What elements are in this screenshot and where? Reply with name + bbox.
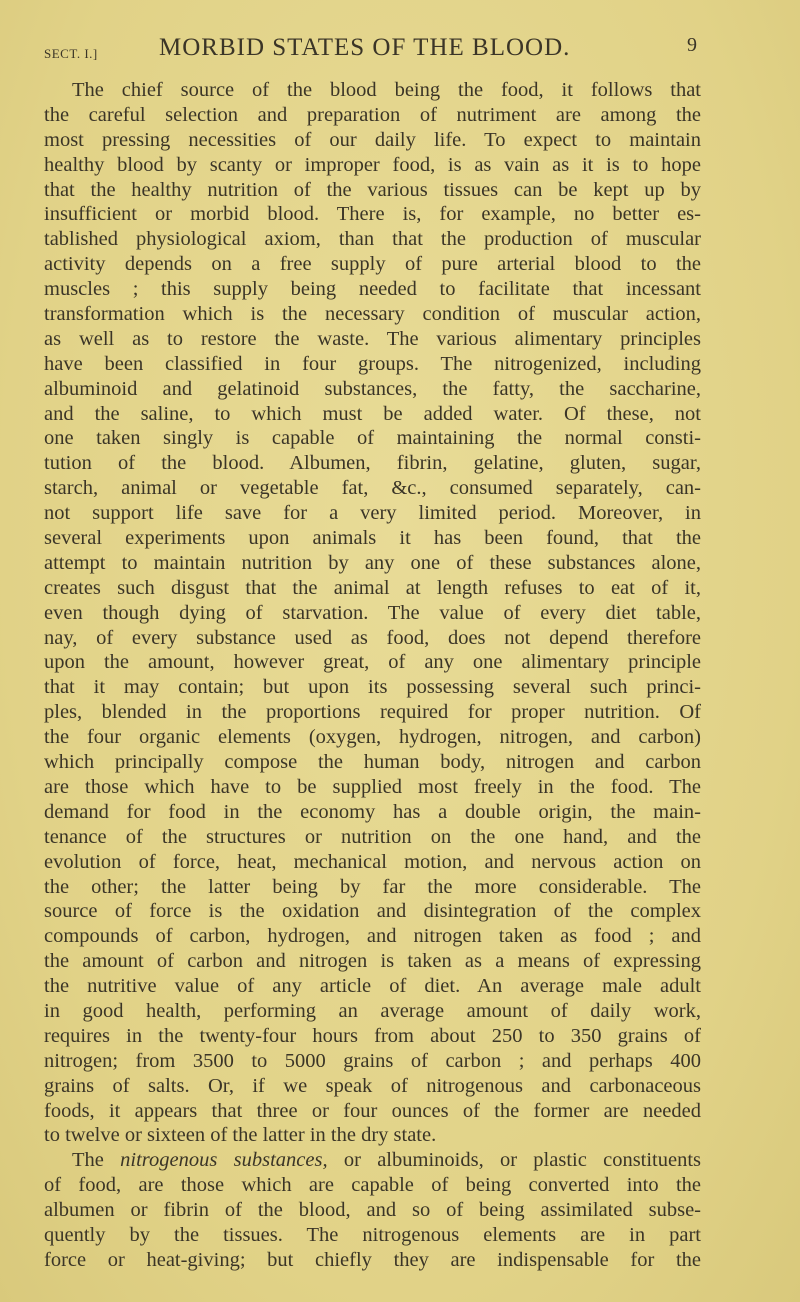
text-line: source of force is the oxidation and disintegration of the complex [44, 900, 701, 923]
section-label: SECT. I.] [44, 46, 98, 61]
text-line: the four organic elements (oxygen, hydrogen, nitrogen, and carbon) [44, 726, 701, 749]
text-line: which principally compose the human body, nitrogen and carbon [44, 751, 701, 774]
text-line: as well as to restore the waste. The various alimentary principles [44, 327, 701, 350]
text-line: several experiments upon animals it has been found, that the [44, 527, 701, 550]
text-line: have been classified in four groups. The nitrogenized, including [44, 352, 701, 375]
text-line: demand for food in the economy has a double origin, the main- [44, 800, 701, 823]
text-line: albuminoid and gelatinoid substances, the fatty, the saccharine, [44, 377, 701, 400]
text-line: creates such disgust that the animal at length refuses to eat of it, [44, 576, 701, 599]
text-line: in good health, performing an average amount of daily work, [44, 999, 701, 1022]
text-line: tution of the blood. Albumen, fibrin, gelatine, gluten, sugar, [44, 452, 701, 475]
text-line: evolution of force, heat, mechanical motion, and nervous action on [44, 850, 701, 873]
text-line: even though dying of starvation. The value of every diet table, [44, 601, 701, 624]
text-line: the careful selection and preparation of nutriment are among the [44, 103, 701, 126]
text-line: attempt to maintain nutrition by any one of these substances alone, [44, 551, 701, 574]
text-line: not support life save for a very limited period. Moreover, in [44, 502, 701, 525]
text-line: that it may contain; but upon its possessing several such princi- [44, 676, 701, 699]
running-header [44, 22, 700, 62]
text-line: most pressing necessities of our daily life. To expect to maintain [44, 128, 701, 151]
page-title: MORBID STATES OF THE BLOOD. [159, 34, 571, 61]
text-line: healthy blood by scanty or improper food, is as vain as it is to hope [44, 153, 701, 176]
text-line: ples, blended in the proportions required for proper nutrition. Of [44, 701, 701, 724]
text-line: insufficient or morbid blood. There is, for example, no better es- [44, 203, 701, 226]
text-line [44, 1148, 701, 1173]
text-line: the amount of carbon and nitrogen is taken as a means of expressing [44, 950, 701, 973]
text-line: the nutritive value of any article of diet. An average male adult [44, 975, 701, 998]
text-line: one taken singly is capable of maintaining the normal consti- [44, 427, 701, 450]
text-line: starch, animal or vegetable fat, &c., consumed separately, can- [44, 477, 701, 500]
text-line: muscles ; this supply being needed to facilitate that incessant [44, 278, 701, 301]
text-line: force or heat-giving; but chiefly they are indispensable for the [44, 1248, 701, 1271]
text-line: that the healthy nutrition of the various tissues can be kept up by [44, 178, 701, 201]
page-number: 9 [687, 34, 697, 56]
text-line: tenance of the structures or nutrition on the one hand, and the [44, 825, 701, 848]
text-line: the other; the latter being by far the more considerable. The [44, 875, 701, 898]
text-line: quently by the tissues. The nitrogenous elements are in part [44, 1223, 701, 1246]
text-line: albumen or fibrin of the blood, and so of being assimilated subse- [44, 1199, 701, 1222]
text-line: tablished physiological axiom, than that the production of muscular [44, 228, 701, 251]
text-span: or albuminoids, or plastic constituents [343, 1149, 702, 1172]
text-line: requires in the twenty-four hours from about 250 to 350 grains of [44, 1024, 701, 1047]
text-line: The chief source of the blood being the food, it follows that [72, 79, 701, 101]
text-line: of food, are those which are capable of being converted into the [44, 1174, 701, 1197]
text-line: nay, of every substance used as food, does not depend therefore [44, 626, 701, 649]
text-line: to twelve or sixteen of the latter in the dry state. [44, 1124, 437, 1147]
italic-term: nitrogenous substances, [120, 1149, 328, 1172]
body-text [44, 78, 701, 1273]
text-line: compounds of carbon, hydrogen, and nitrogen taken as food ; and [44, 925, 701, 948]
text-line: activity depends on a free supply of pure arterial blood to the [44, 253, 701, 276]
text-span: The [72, 1149, 104, 1172]
text-line: are those which have to be supplied most freely in the food. The [44, 775, 701, 798]
text-line: nitrogen; from 3500 to 5000 grains of carbon ; and perhaps 400 [44, 1049, 701, 1072]
text-line: transformation which is the necessary condition of muscular action, [44, 303, 701, 326]
text-line: upon the amount, however great, of any one alimentary principle [44, 651, 701, 674]
text-line: and the saline, to which must be added water. Of these, not [44, 402, 701, 425]
text-line: foods, it appears that three or four ounces of the former are needed [44, 1099, 701, 1122]
text-line: grains of salts. Or, if we speak of nitrogenous and carbonaceous [44, 1074, 701, 1097]
